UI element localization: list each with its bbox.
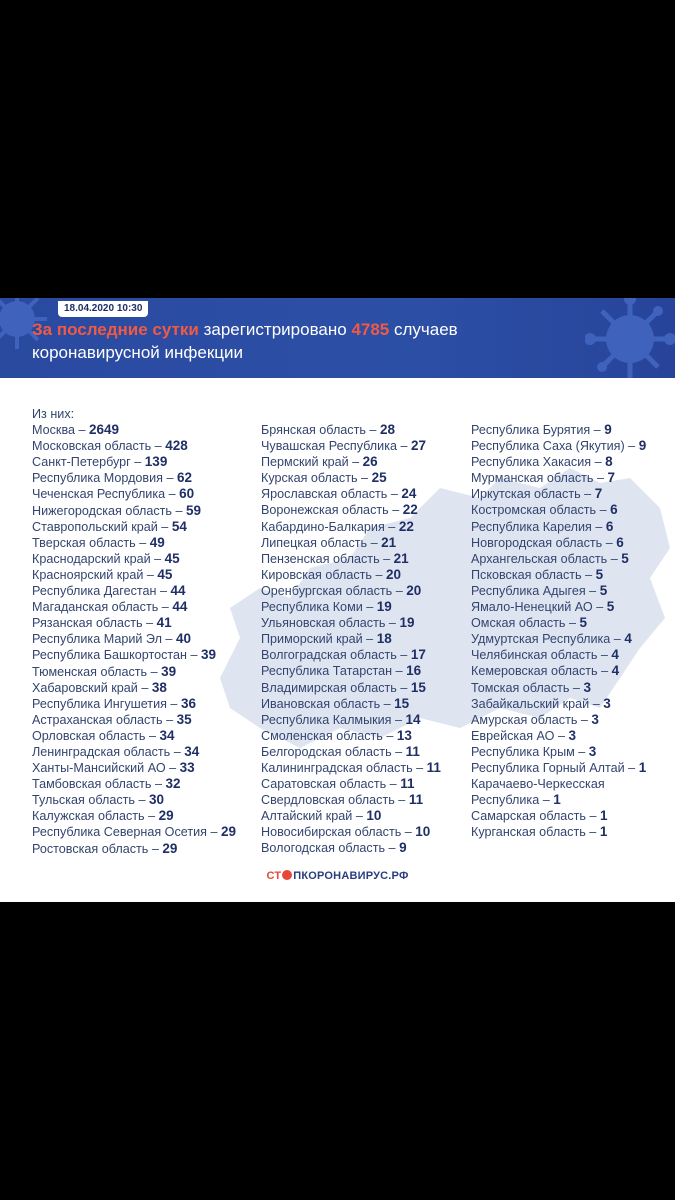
headline bbox=[32, 318, 592, 364]
headline-accent: За последние сутки bbox=[32, 320, 199, 339]
region-name: Ивановская область bbox=[261, 696, 381, 711]
region-name: Республика Горный Алтай bbox=[471, 760, 625, 775]
region-name: Свердловская область bbox=[261, 793, 395, 808]
region-row: Республика Татарстан – 16 bbox=[261, 663, 422, 679]
region-name: Тверская область bbox=[32, 535, 136, 550]
headline-tail: случаев bbox=[389, 320, 458, 339]
region-name: Тюменская область bbox=[32, 664, 148, 679]
region-count: 18 bbox=[376, 631, 392, 647]
region-name: Архангельская область bbox=[471, 551, 608, 566]
region-count: 40 bbox=[175, 631, 191, 647]
region-name: Иркутская область bbox=[471, 487, 581, 502]
region-name: Республика Бурятия bbox=[471, 423, 591, 437]
region-count: 20 bbox=[406, 582, 422, 598]
region-count: 26 bbox=[362, 454, 378, 470]
region-name: Омская область bbox=[471, 616, 566, 631]
region-row: Самарская область – 1 bbox=[471, 808, 608, 824]
stop-logo-icon bbox=[282, 870, 292, 880]
region-row: Свердловская область – 11 bbox=[261, 792, 424, 808]
region-row: Челябинская область – 4 bbox=[471, 647, 619, 663]
region-name: Красноярский край bbox=[32, 567, 144, 582]
region-name: Амурская область bbox=[471, 712, 578, 727]
region-row: Калининградская область – 11 bbox=[261, 759, 441, 775]
region-count: 29 bbox=[220, 824, 237, 840]
header-banner bbox=[0, 298, 675, 378]
region-count: 60 bbox=[179, 486, 195, 502]
region-count: 6 bbox=[616, 534, 624, 550]
region-row: Ивановская область – 15 bbox=[261, 695, 410, 711]
region-name: Хабаровский край bbox=[32, 680, 138, 695]
region-name: Республика Карелия bbox=[471, 519, 592, 534]
virus-icon bbox=[585, 298, 675, 378]
region-name: Саратовская область bbox=[261, 777, 387, 792]
region-row: Республика Саха (Якутия) – 9 bbox=[471, 438, 647, 454]
region-name: Москва bbox=[32, 423, 75, 438]
region-count: 49 bbox=[149, 534, 165, 550]
regions-column-2 bbox=[261, 422, 441, 857]
region-name: Республика Дагестан bbox=[32, 584, 157, 599]
region-row: Кемеровская область – 4 bbox=[471, 663, 620, 679]
region-name: Республика Ингушетия bbox=[32, 696, 167, 711]
region-name: Костромская область bbox=[471, 503, 597, 518]
region-count: 19 bbox=[376, 599, 392, 615]
region-row: Мурманская область – 7 bbox=[471, 470, 615, 486]
region-name: Курская область bbox=[261, 471, 358, 486]
region-count: 22 bbox=[398, 518, 414, 534]
region-count: 32 bbox=[165, 776, 181, 792]
region-name: Санкт-Петербург bbox=[32, 455, 131, 470]
region-name: Чеченская Республика bbox=[32, 487, 166, 502]
region-name: Ульяновская область bbox=[261, 616, 386, 631]
region-row: Новгородская область – 6 bbox=[471, 534, 624, 550]
intro-label: Из них: bbox=[32, 407, 75, 421]
region-row: Тульская область – 30 bbox=[32, 792, 164, 808]
region-row: Белгородская область – 11 bbox=[261, 743, 420, 759]
region-count: 21 bbox=[393, 550, 409, 566]
region-name: Ямало-Ненецкий АО bbox=[471, 600, 593, 615]
region-count: 28 bbox=[379, 422, 395, 437]
region-count: 11 bbox=[405, 743, 420, 759]
region-row: Республика Горный Алтай – 1 bbox=[471, 759, 647, 775]
region-count: 59 bbox=[186, 502, 202, 518]
region-name: Курганская область bbox=[471, 825, 586, 840]
region-name: Калининградская область bbox=[261, 760, 413, 775]
region-count: 39 bbox=[161, 663, 177, 679]
region-row: Тверская область – 49 bbox=[32, 534, 165, 550]
region-name: Ленинградская область bbox=[32, 744, 171, 759]
region-count: 10 bbox=[415, 824, 431, 840]
region-row: Алтайский край – 10 bbox=[261, 808, 382, 824]
region-name: Владимирская область bbox=[261, 680, 397, 695]
region-row: Орловская область – 34 bbox=[32, 727, 175, 743]
region-count: 41 bbox=[156, 615, 172, 631]
region-count: 428 bbox=[165, 438, 188, 454]
region-count: 21 bbox=[381, 534, 397, 550]
region-count: 15 bbox=[410, 679, 426, 695]
region-name: Тамбовская область bbox=[32, 777, 152, 792]
region-row: Республика Адыгея – 5 bbox=[471, 582, 608, 598]
region-count: 4 bbox=[611, 663, 620, 679]
region-count: 3 bbox=[568, 727, 576, 743]
region-name: Орловская область bbox=[32, 728, 146, 743]
region-row: Республика Северная Осетия – 29 bbox=[32, 824, 237, 840]
region-row: Омская область – 5 bbox=[471, 615, 588, 631]
region-row: Республика Башкортостан – 39 bbox=[32, 647, 217, 663]
region-count: 16 bbox=[406, 663, 422, 679]
region-name: Магаданская область bbox=[32, 600, 159, 615]
region-count: 1 bbox=[638, 759, 647, 775]
region-count: 3 bbox=[588, 743, 597, 759]
region-count: 4 bbox=[624, 631, 632, 647]
regions-column-1 bbox=[32, 406, 236, 857]
region-row: Костромская область – 6 bbox=[471, 502, 618, 518]
region-name: Новосибирская область bbox=[261, 825, 402, 840]
region-name: Республика Саха (Якутия) bbox=[471, 439, 625, 454]
region-row: Пензенская область – 21 bbox=[261, 550, 409, 566]
regions-column-3 bbox=[471, 422, 646, 840]
headline-count: 4785 bbox=[351, 320, 390, 339]
region-row: Удмуртская Республика – 4 bbox=[471, 631, 632, 647]
region-name: Тульская область bbox=[32, 793, 135, 808]
region-count: 3 bbox=[603, 695, 611, 711]
region-row: Липецкая область – 21 bbox=[261, 534, 397, 550]
region-name: Псковская область bbox=[471, 567, 582, 582]
region-name: Пензенская область bbox=[261, 551, 380, 566]
region-name: Краснодарский край bbox=[32, 551, 151, 566]
region-row: Республика Крым – 3 bbox=[471, 743, 597, 759]
region-count: 44 bbox=[172, 599, 188, 615]
region-row: Владимирская область – 15 bbox=[261, 679, 426, 695]
region-name: Кабардино-Балкария bbox=[261, 519, 385, 534]
region-count: 34 bbox=[184, 743, 200, 759]
headline-line2: коронавирусной инфекции bbox=[32, 343, 243, 362]
column-3-list bbox=[471, 422, 646, 840]
region-row: Чеченская Республика – 60 bbox=[32, 486, 195, 502]
region-name: Карачаево-Черкесская bbox=[471, 777, 609, 792]
region-count: 3 bbox=[591, 711, 599, 727]
region-count: 6 bbox=[605, 518, 614, 534]
region-count: 19 bbox=[399, 615, 415, 631]
region-name: Белгородская область bbox=[261, 744, 392, 759]
region-name: Республика Мордовия bbox=[32, 471, 163, 486]
region-row: Еврейская АО – 3 bbox=[471, 727, 576, 743]
region-count: 5 bbox=[595, 566, 604, 582]
region-count: 139 bbox=[144, 454, 168, 470]
region-count: 33 bbox=[179, 760, 195, 776]
region-row: Тюменская область – 39 bbox=[32, 663, 177, 679]
region-count: 10 bbox=[366, 808, 382, 824]
region-count: 17 bbox=[410, 647, 426, 663]
region-name: Нижегородская область bbox=[32, 503, 172, 518]
region-row: Брянская область – 28 bbox=[261, 422, 395, 437]
region-count: 35 bbox=[176, 711, 192, 727]
region-name: Астраханская область bbox=[32, 712, 163, 727]
region-count: 5 bbox=[621, 550, 629, 566]
region-row: Астраханская область – 35 bbox=[32, 711, 192, 727]
region-row: Забайкальский край – 3 bbox=[471, 695, 611, 711]
region-row: Республика Калмыкия – 14 bbox=[261, 711, 421, 727]
region-row: Санкт-Петербург – 139 bbox=[32, 454, 168, 470]
region-row: Калужская область – 29 bbox=[32, 808, 174, 824]
region-row: Ленинградская область – 34 bbox=[32, 743, 200, 759]
headline-mid: зарегистрировано bbox=[198, 320, 352, 339]
region-count: 11 bbox=[400, 776, 415, 792]
region-count: 29 bbox=[162, 840, 178, 856]
region-name: Брянская область bbox=[261, 423, 366, 437]
region-name: Оренбургская область bbox=[261, 583, 393, 598]
region-name: Республика Крым bbox=[471, 744, 575, 759]
region-count: 5 bbox=[606, 599, 615, 615]
region-row: Московская область – 428 bbox=[32, 438, 188, 454]
region-row: Чувашская Республика – 27 bbox=[261, 438, 427, 454]
region-row: Амурская область – 3 bbox=[471, 711, 599, 727]
region-name: Липецкая область bbox=[261, 535, 368, 550]
region-row: Краснодарский край – 45 bbox=[32, 550, 180, 566]
region-row: Ростовская область – 29 bbox=[32, 840, 178, 856]
region-name: Самарская область bbox=[471, 809, 586, 824]
region-name: Республика Башкортостан bbox=[32, 648, 187, 663]
region-name: Томская область bbox=[471, 680, 570, 695]
region-count: 44 bbox=[170, 583, 186, 599]
region-count: 1 bbox=[553, 792, 561, 808]
region-name: Волгоградская область bbox=[261, 648, 397, 663]
region-count: 25 bbox=[371, 470, 387, 486]
region-row: Кировская область – 20 bbox=[261, 566, 402, 582]
region-name: Республика bbox=[471, 793, 540, 808]
region-count: 30 bbox=[148, 792, 164, 808]
region-name: Новгородская область bbox=[471, 535, 603, 550]
region-row: Курская область – 25 bbox=[261, 470, 387, 486]
region-name: Забайкальский край bbox=[471, 696, 590, 711]
region-count: 45 bbox=[164, 550, 180, 566]
region-name: Еврейская АО bbox=[471, 728, 555, 743]
region-row: Ямало-Ненецкий АО – 5 bbox=[471, 599, 615, 615]
region-row: Нижегородская область – 59 bbox=[32, 502, 202, 518]
region-row: Республика Карелия – 6 bbox=[471, 518, 614, 534]
region-row bbox=[471, 776, 646, 792]
region-count: 14 bbox=[405, 711, 421, 727]
region-count: 15 bbox=[394, 695, 410, 711]
infographic-card bbox=[0, 298, 675, 902]
region-count: 11 bbox=[408, 792, 424, 808]
region-row: Новосибирская область – 10 bbox=[261, 824, 431, 840]
region-name: Ярославская область bbox=[261, 487, 388, 502]
region-row: Ярославская область – 24 bbox=[261, 486, 417, 502]
region-count: 4 bbox=[611, 647, 619, 663]
region-row: Республика Мордовия – 62 bbox=[32, 470, 193, 486]
region-count: 62 bbox=[177, 470, 193, 486]
region-name: Челябинская область bbox=[471, 648, 598, 663]
region-name: Республика Северная Осетия bbox=[32, 825, 207, 840]
region-row: Воронежская область – 22 bbox=[261, 502, 418, 518]
region-name: Ростовская область bbox=[32, 841, 149, 856]
logo-part-2: ПКОРОНАВИРУС.РФ bbox=[293, 870, 409, 882]
region-row: Вологодская область – 9 bbox=[261, 840, 407, 856]
region-row: Томская область – 3 bbox=[471, 679, 591, 695]
region-name: Калужская область bbox=[32, 809, 145, 824]
region-name: Республика Калмыкия bbox=[261, 712, 392, 727]
region-row: Республика – 1 bbox=[471, 792, 561, 808]
region-count: 11 bbox=[426, 759, 441, 775]
region-name: Республика Хакасия bbox=[471, 455, 592, 470]
region-row: Ульяновская область – 19 bbox=[261, 615, 415, 631]
region-row: Республика Марий Эл – 40 bbox=[32, 631, 191, 647]
region-name: Республика Коми bbox=[261, 600, 363, 615]
region-name: Чувашская Республика bbox=[261, 439, 397, 454]
region-count: 3 bbox=[583, 679, 591, 695]
region-name: Ханты-Мансийский АО bbox=[32, 761, 166, 776]
region-row: Рязанская область – 41 bbox=[32, 615, 172, 631]
region-name: Кировская область bbox=[261, 567, 372, 582]
region-count: 34 bbox=[159, 727, 175, 743]
region-name: Смоленская область bbox=[261, 728, 383, 743]
region-name: Ставропольский край bbox=[32, 519, 158, 534]
region-row: Приморский край – 18 bbox=[261, 631, 392, 647]
region-row: Республика Дагестан – 44 bbox=[32, 583, 186, 599]
region-count: 9 bbox=[604, 422, 612, 437]
region-count: 6 bbox=[610, 502, 618, 518]
region-row: Магаданская область – 44 bbox=[32, 599, 188, 615]
region-count: 1 bbox=[599, 824, 608, 840]
region-row: Курганская область – 1 bbox=[471, 824, 608, 840]
region-count: 7 bbox=[607, 470, 615, 486]
region-count: 27 bbox=[411, 438, 427, 454]
region-count: 24 bbox=[401, 486, 417, 502]
region-name: Воронежская область bbox=[261, 503, 389, 518]
region-count: 9 bbox=[638, 438, 647, 454]
region-row: Тамбовская область – 32 bbox=[32, 776, 181, 792]
region-row: Иркутская область – 7 bbox=[471, 486, 603, 502]
region-row: Красноярский край – 45 bbox=[32, 566, 173, 582]
region-name: Республика Марий Эл bbox=[32, 632, 162, 647]
region-row: Москва – 2649 bbox=[32, 422, 120, 438]
region-row: Ханты-Мансийский АО – 33 bbox=[32, 760, 195, 776]
region-count: 22 bbox=[402, 502, 418, 518]
region-count: 38 bbox=[151, 679, 167, 695]
region-row: Республика Хакасия – 8 bbox=[471, 454, 613, 470]
region-row: Республика Бурятия – 9 bbox=[471, 422, 612, 437]
region-count: 39 bbox=[201, 647, 217, 663]
region-row: Хабаровский край – 38 bbox=[32, 679, 167, 695]
region-count: 8 bbox=[605, 454, 613, 470]
region-name: Республика Татарстан bbox=[261, 664, 393, 679]
region-row: Архангельская область – 5 bbox=[471, 550, 629, 566]
region-name: Удмуртская Республика bbox=[471, 632, 611, 647]
region-count: 5 bbox=[599, 582, 608, 598]
region-count: 13 bbox=[396, 727, 412, 743]
region-count: 7 bbox=[594, 486, 603, 502]
region-count: 45 bbox=[157, 566, 173, 582]
region-row: Республика Коми – 19 bbox=[261, 599, 392, 615]
region-count: 1 bbox=[599, 808, 608, 824]
footer-logo bbox=[0, 870, 675, 882]
region-name: Московская область bbox=[32, 439, 152, 454]
region-count: 54 bbox=[171, 518, 187, 534]
region-name: Пермский край bbox=[261, 455, 349, 470]
region-count: 2649 bbox=[89, 422, 120, 438]
region-count: 36 bbox=[180, 695, 196, 711]
region-row: Оренбургская область – 20 bbox=[261, 582, 422, 598]
column-2-list bbox=[261, 422, 441, 857]
date-badge: 18.04.2020 10:30 bbox=[58, 301, 148, 317]
region-row: Пермский край – 26 bbox=[261, 454, 378, 470]
region-name: Приморский край bbox=[261, 632, 363, 647]
region-count: 29 bbox=[158, 808, 174, 824]
logo-part-1: СТ bbox=[266, 870, 282, 882]
region-name: Вологодская область bbox=[261, 841, 386, 856]
region-name: Мурманская область bbox=[471, 471, 594, 486]
region-name: Рязанская область bbox=[32, 616, 143, 631]
region-name: Республика Адыгея bbox=[471, 583, 586, 598]
region-count: 5 bbox=[579, 615, 588, 631]
region-name: Кемеровская область bbox=[471, 664, 598, 679]
region-row: Псковская область – 5 bbox=[471, 566, 604, 582]
region-row: Ставропольский край – 54 bbox=[32, 518, 187, 534]
region-row: Кабардино-Балкария – 22 bbox=[261, 518, 414, 534]
region-row: Саратовская область – 11 bbox=[261, 776, 415, 792]
region-count: 9 bbox=[399, 840, 407, 856]
region-name: Алтайский край bbox=[261, 809, 353, 824]
region-count: 20 bbox=[385, 566, 402, 582]
region-row: Смоленская область – 13 bbox=[261, 727, 412, 743]
column-1-list bbox=[32, 422, 236, 857]
region-row: Республика Ингушетия – 36 bbox=[32, 695, 196, 711]
region-row: Волгоградская область – 17 bbox=[261, 647, 426, 663]
